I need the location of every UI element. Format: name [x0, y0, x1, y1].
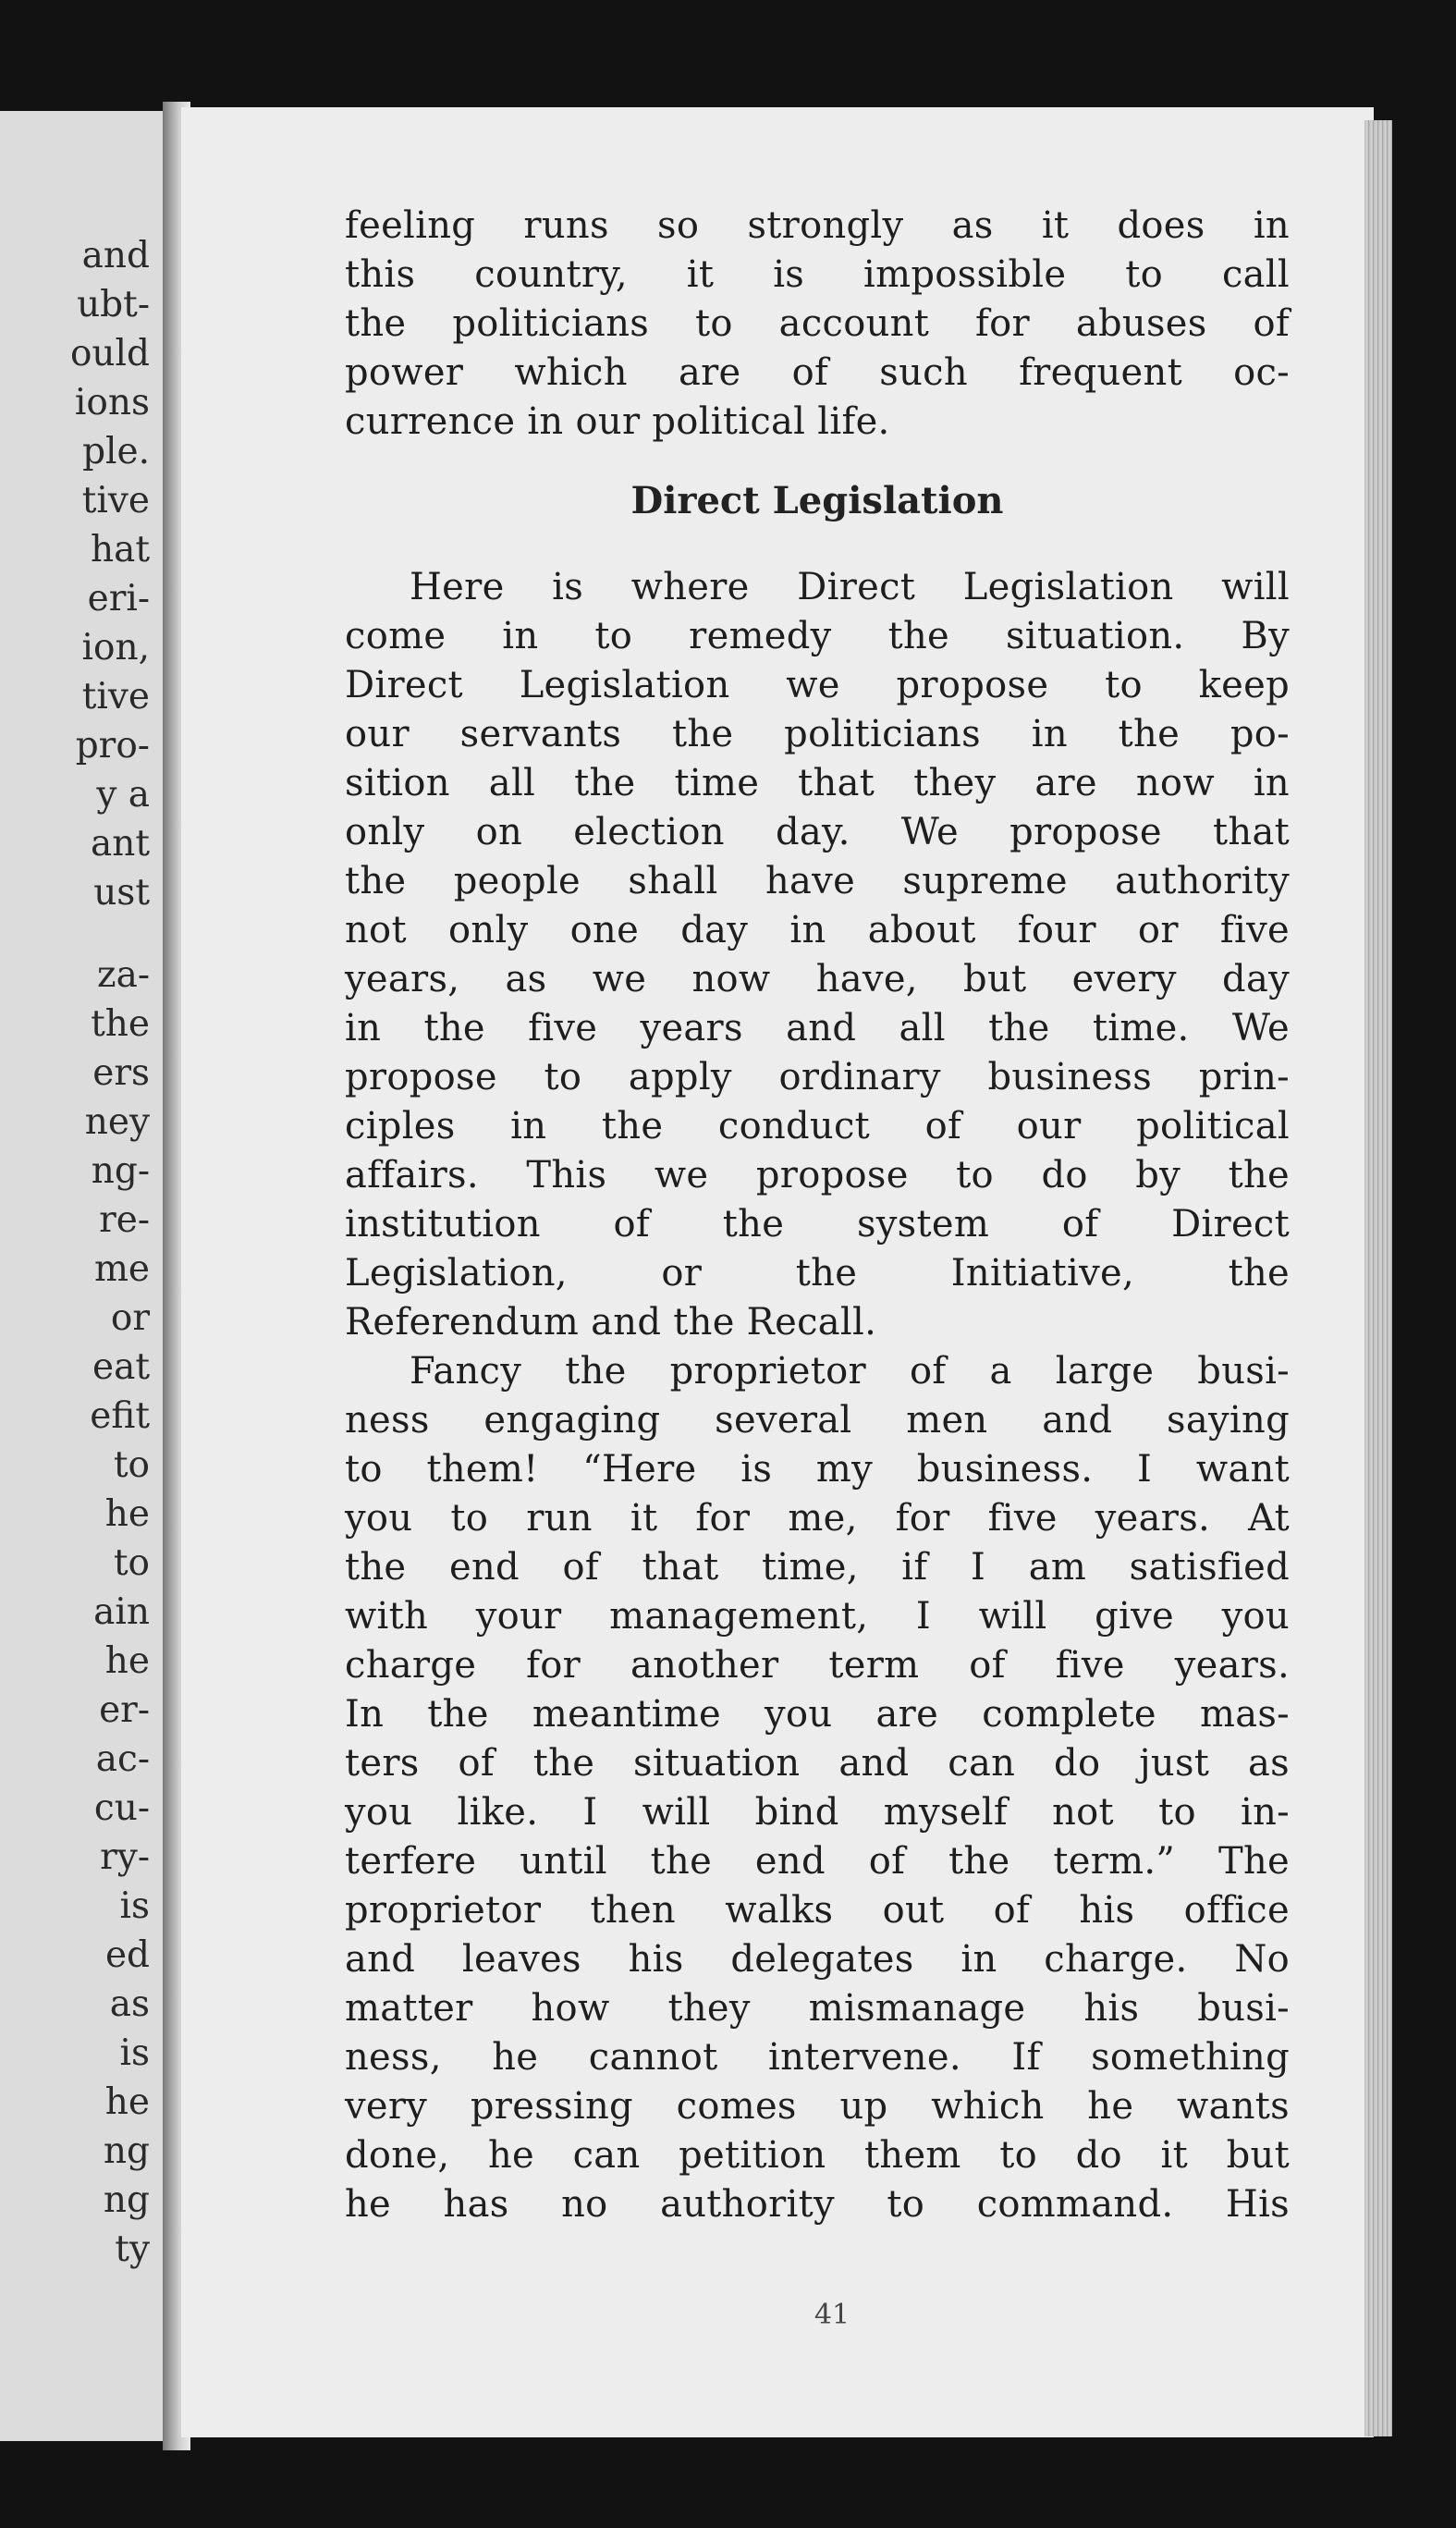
text-line: our servants the politicians in the po-	[345, 713, 1290, 755]
text-line: power which are of such frequent oc-	[345, 351, 1290, 394]
left-page-text-fragment: the	[91, 1003, 150, 1045]
left-page-text-fragment: pro-	[75, 725, 150, 767]
text-line: propose to apply ordinary business prin-	[345, 1056, 1290, 1098]
text-line: ness, he cannot intervene. If something	[345, 2036, 1290, 2079]
text-line: only on election day. We propose that	[345, 811, 1290, 853]
left-page-text-fragment: za-	[97, 954, 150, 996]
left-page-text-fragment: ng	[103, 2130, 150, 2172]
left-page-text-fragment: ng	[103, 2179, 150, 2221]
text-line: to them! “Here is my business. I want	[345, 1448, 1290, 1491]
left-page-text-fragment: ion,	[81, 627, 150, 669]
left-page-text-fragment: ould	[69, 333, 150, 374]
text-line: ness engaging several men and saying	[345, 1399, 1290, 1442]
left-page-text-fragment: ney	[84, 1101, 150, 1143]
previous-page-fragment	[0, 111, 167, 2441]
text-line: very pressing comes up which he wants	[345, 2085, 1290, 2128]
text-line: with your management, I will give you	[345, 1595, 1290, 1638]
text-line: not only one day in about four or five	[345, 909, 1290, 951]
text-line: in the five years and all the time. We	[345, 1007, 1290, 1049]
paragraph-direct-legislation	[345, 563, 1290, 1347]
left-page-text-fragment: ubt-	[77, 284, 150, 325]
left-page-text-fragment: ry-	[100, 1836, 150, 1878]
text-line: charge for another term of five years.	[345, 1644, 1290, 1687]
left-page-text-fragment: he	[104, 1640, 150, 1682]
text-line: proprietor then walks out of his office	[345, 1889, 1290, 1932]
text-line: affairs. This we propose to do by the	[345, 1154, 1290, 1197]
text-line: he has no authority to command. His	[345, 2183, 1290, 2226]
left-page-text-fragment: ers	[92, 1052, 150, 1094]
page-edge-stack	[1364, 120, 1392, 2436]
left-page-text-fragment: he	[104, 2081, 150, 2123]
left-page-text-fragment: ain	[93, 1591, 150, 1633]
text-line: the people shall have supreme authority	[345, 860, 1290, 902]
page-number: 41	[814, 2299, 850, 2331]
text-line: you like. I will bind myself not to in-	[345, 1791, 1290, 1834]
left-page-text-fragment: ant	[90, 823, 150, 865]
paragraph-continued	[345, 202, 1290, 447]
left-page-text-fragment: cu-	[93, 1787, 150, 1829]
text-line: terfere until the end of the term.” The	[345, 1840, 1290, 1883]
section-heading: Direct Legislation	[630, 479, 1004, 522]
left-page-text-fragment: eat	[92, 1346, 150, 1388]
text-line: you to run it for me, for five years. At	[345, 1497, 1290, 1540]
left-page-text-fragment: ed	[104, 1934, 150, 1976]
text-line: matter how they mismanage his busi-	[345, 1987, 1290, 2030]
left-page-text-fragment: tive	[81, 480, 150, 522]
left-page-text-fragment: y a	[96, 774, 150, 816]
left-page-text-fragment: tive	[81, 676, 150, 718]
text-line: this country, it is impossible to call	[345, 253, 1290, 296]
left-page-text-fragment: and	[81, 235, 150, 276]
text-line: years, as we now have, but every day	[345, 958, 1290, 1000]
left-page-text-fragment: er-	[99, 1689, 150, 1731]
paragraph-proprietor	[345, 1347, 1290, 2229]
left-page-text-fragment: hat	[90, 529, 150, 571]
left-page-text-fragment: is	[119, 2032, 150, 2074]
left-page-text-fragment: eri-	[87, 578, 150, 620]
left-page-text-fragment: ust	[93, 872, 150, 914]
left-page-text-fragment: or	[110, 1297, 150, 1339]
text-line: sition all the time that they are now in	[345, 762, 1290, 804]
text-line: and leaves his delegates in charge. No	[345, 1938, 1290, 1981]
text-line: Referendum and the Recall.	[345, 1301, 877, 1344]
left-page-text-fragment: ty	[115, 2228, 150, 2270]
left-page-text-fragment: is	[119, 1885, 150, 1927]
text-line: feeling runs so strongly as it does in	[345, 204, 1290, 247]
text-line: institution of the system of Direct	[345, 1203, 1290, 1246]
left-page-text-fragment: he	[104, 1493, 150, 1535]
page-text	[345, 202, 1290, 2229]
text-line: ters of the situation and can do just as	[345, 1742, 1290, 1785]
left-page-text-fragment: to	[113, 1444, 150, 1486]
text-line: Legislation, or the Initiative, the	[345, 1252, 1290, 1295]
left-page-text-fragment: to	[113, 1542, 150, 1584]
left-page-text-fragment: ac-	[95, 1738, 150, 1780]
left-page-text-fragment: efit	[90, 1395, 150, 1437]
text-line: Here is where Direct Legislation will	[410, 566, 1290, 608]
text-line: done, he can petition them to do it but	[345, 2134, 1290, 2177]
text-line: the end of that time, if I am satisfied	[345, 1546, 1290, 1589]
text-line: the politicians to account for abuses of	[345, 302, 1290, 345]
text-line: In the meantime you are complete mas-	[345, 1693, 1290, 1736]
text-line: ciples in the conduct of our political	[345, 1105, 1290, 1147]
text-line: Direct Legislation we propose to keep	[345, 664, 1290, 706]
text-line: currence in our political life.	[345, 400, 890, 443]
left-page-text-fragment: ions	[74, 382, 150, 423]
left-page-text-fragment: ple.	[82, 431, 150, 472]
left-page-text-fragment: re-	[99, 1199, 150, 1241]
left-page-text-fragment: as	[109, 1983, 150, 2025]
text-line: come in to remedy the situation. By	[345, 615, 1290, 657]
left-page-text-fragment: me	[93, 1248, 150, 1290]
left-page-text-fragment: ng-	[91, 1150, 150, 1192]
text-line: Fancy the proprietor of a large busi-	[410, 1350, 1290, 1393]
